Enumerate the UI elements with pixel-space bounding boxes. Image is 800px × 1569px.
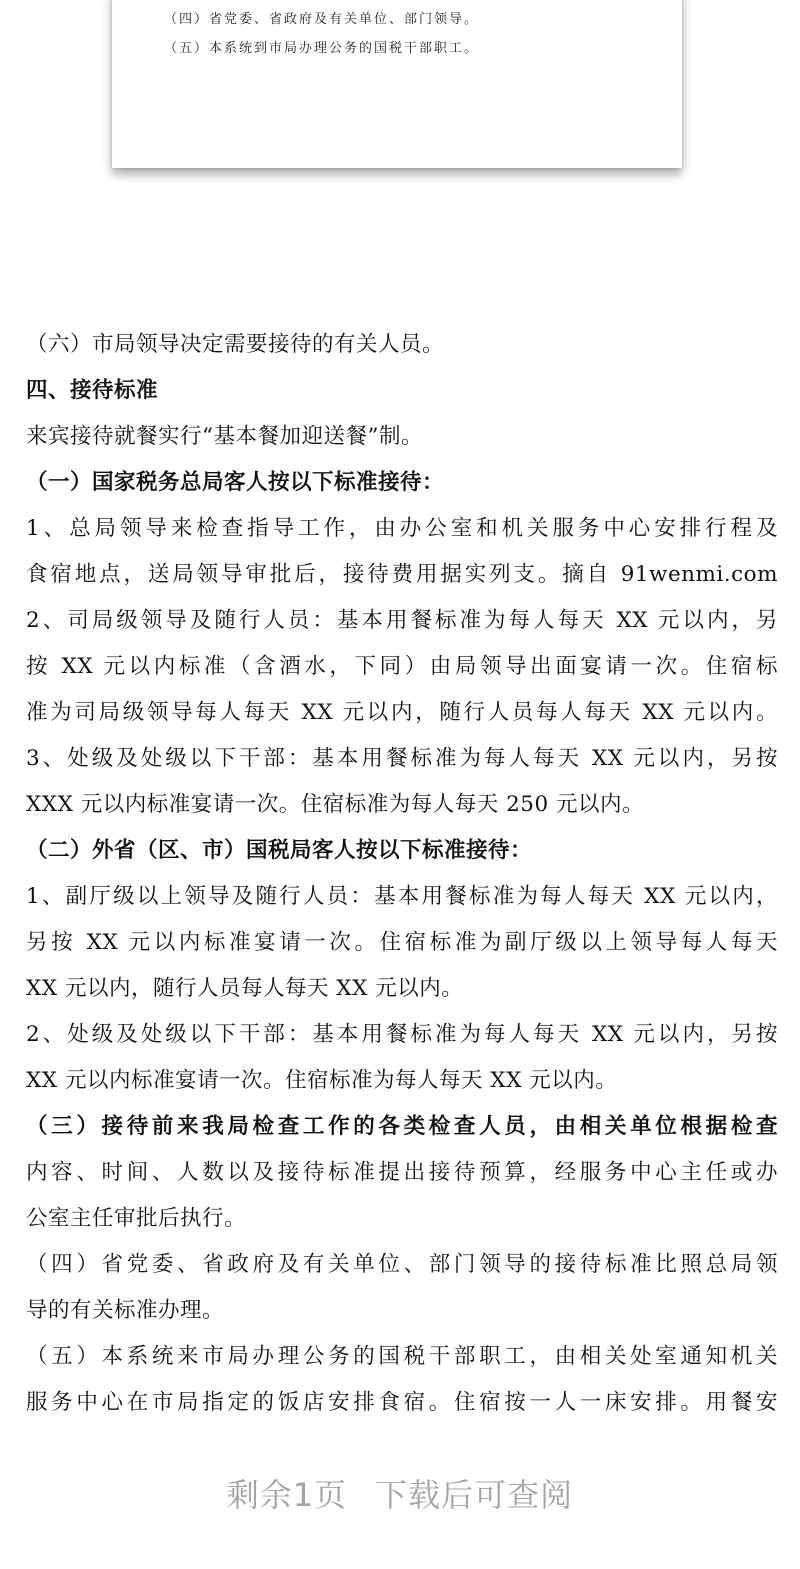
doc-line: （五）本系统来市局办理公务的国税干部职工，由相关处室通知机关	[26, 1344, 778, 1369]
doc-line: 3、处级及处级以下干部：基本用餐标准为每人每天 XX 元以内，另按	[26, 746, 778, 771]
subsection-heading: （二）外省（区、市）国税局客人按以下标准接待：	[26, 838, 533, 863]
doc-line: 导的有关标准办理。	[26, 1298, 225, 1323]
download-prompt[interactable]	[0, 1470, 800, 1516]
remaining-pages-label: 剩余1页	[226, 1476, 348, 1514]
doc-line: （四）省党委、省政府及有关单位、部门领导的接待标准比照总局领	[26, 1252, 778, 1277]
section-heading: 四、接待标准	[26, 378, 159, 403]
doc-line: XX 元以内标准宴请一次。住宿标准为每人每天 XX 元以内。	[26, 1068, 618, 1093]
doc-line: 1、总局领导来检查指导工作，由办公室和机关服务中心安排行程及	[26, 516, 778, 541]
doc-line: 1、副厅级以上领导及随行人员：基本用餐标准为每人每天 XX 元以内，	[26, 884, 778, 909]
doc-line: 2、处级及处级以下干部：基本用餐标准为每人每天 XX 元以内，另按	[26, 1022, 778, 1047]
doc-line: XXX 元以内标准宴请一次。住宿标准为每人每天 250 元以内。	[26, 792, 644, 817]
doc-line: 准为司局级领导每人每天 XX 元以内，随行人员每人每天 XX 元以内。	[26, 700, 778, 725]
doc-line: 内容、时间、人数以及接待标准提出接待预算，经服务中心主任或办	[26, 1160, 778, 1185]
doc-line: 服务中心在市局指定的饭店安排食宿。住宿按一人一床安排。用餐安	[26, 1390, 778, 1415]
document-body	[26, 322, 778, 1426]
doc-line: 来宾接待就餐实行“基本餐加迎送餐”制。	[26, 424, 423, 449]
doc-line: 另按 XX 元以内标准宴请一次。住宿标准为副厅级以上领导每人每天	[26, 930, 778, 955]
doc-line: 食宿地点，送局领导审批后，接待费用据实列支。摘自 91wenmi.com	[26, 562, 778, 587]
subsection-heading: （三）接待前来我局检查工作的各类检查人员，由相关单位根据检查	[26, 1114, 778, 1139]
preview-line: （四）省党委、省政府及有关单位、部门领导。	[164, 12, 480, 27]
download-hint-label: 下载后可查阅	[375, 1476, 574, 1514]
preview-page-card	[112, 0, 682, 168]
doc-line: 2、司局级领导及随行人员：基本用餐标准为每人每天 XX 元以内，另	[26, 608, 778, 633]
subsection-heading: （一）国家税务总局客人按以下标准接待：	[26, 470, 445, 495]
doc-line: 按 XX 元以内标准（含酒水，下同）由局领导出面宴请一次。住宿标	[26, 654, 778, 679]
doc-line: XX 元以内，随行人员每人每天 XX 元以内。	[26, 976, 464, 1001]
doc-line: 公室主任审批后执行。	[26, 1206, 247, 1231]
preview-line: （五）本系统到市局办理公务的国税干部职工。	[164, 41, 480, 56]
doc-line: （六）市局领导决定需要接待的有关人员。	[26, 332, 445, 357]
